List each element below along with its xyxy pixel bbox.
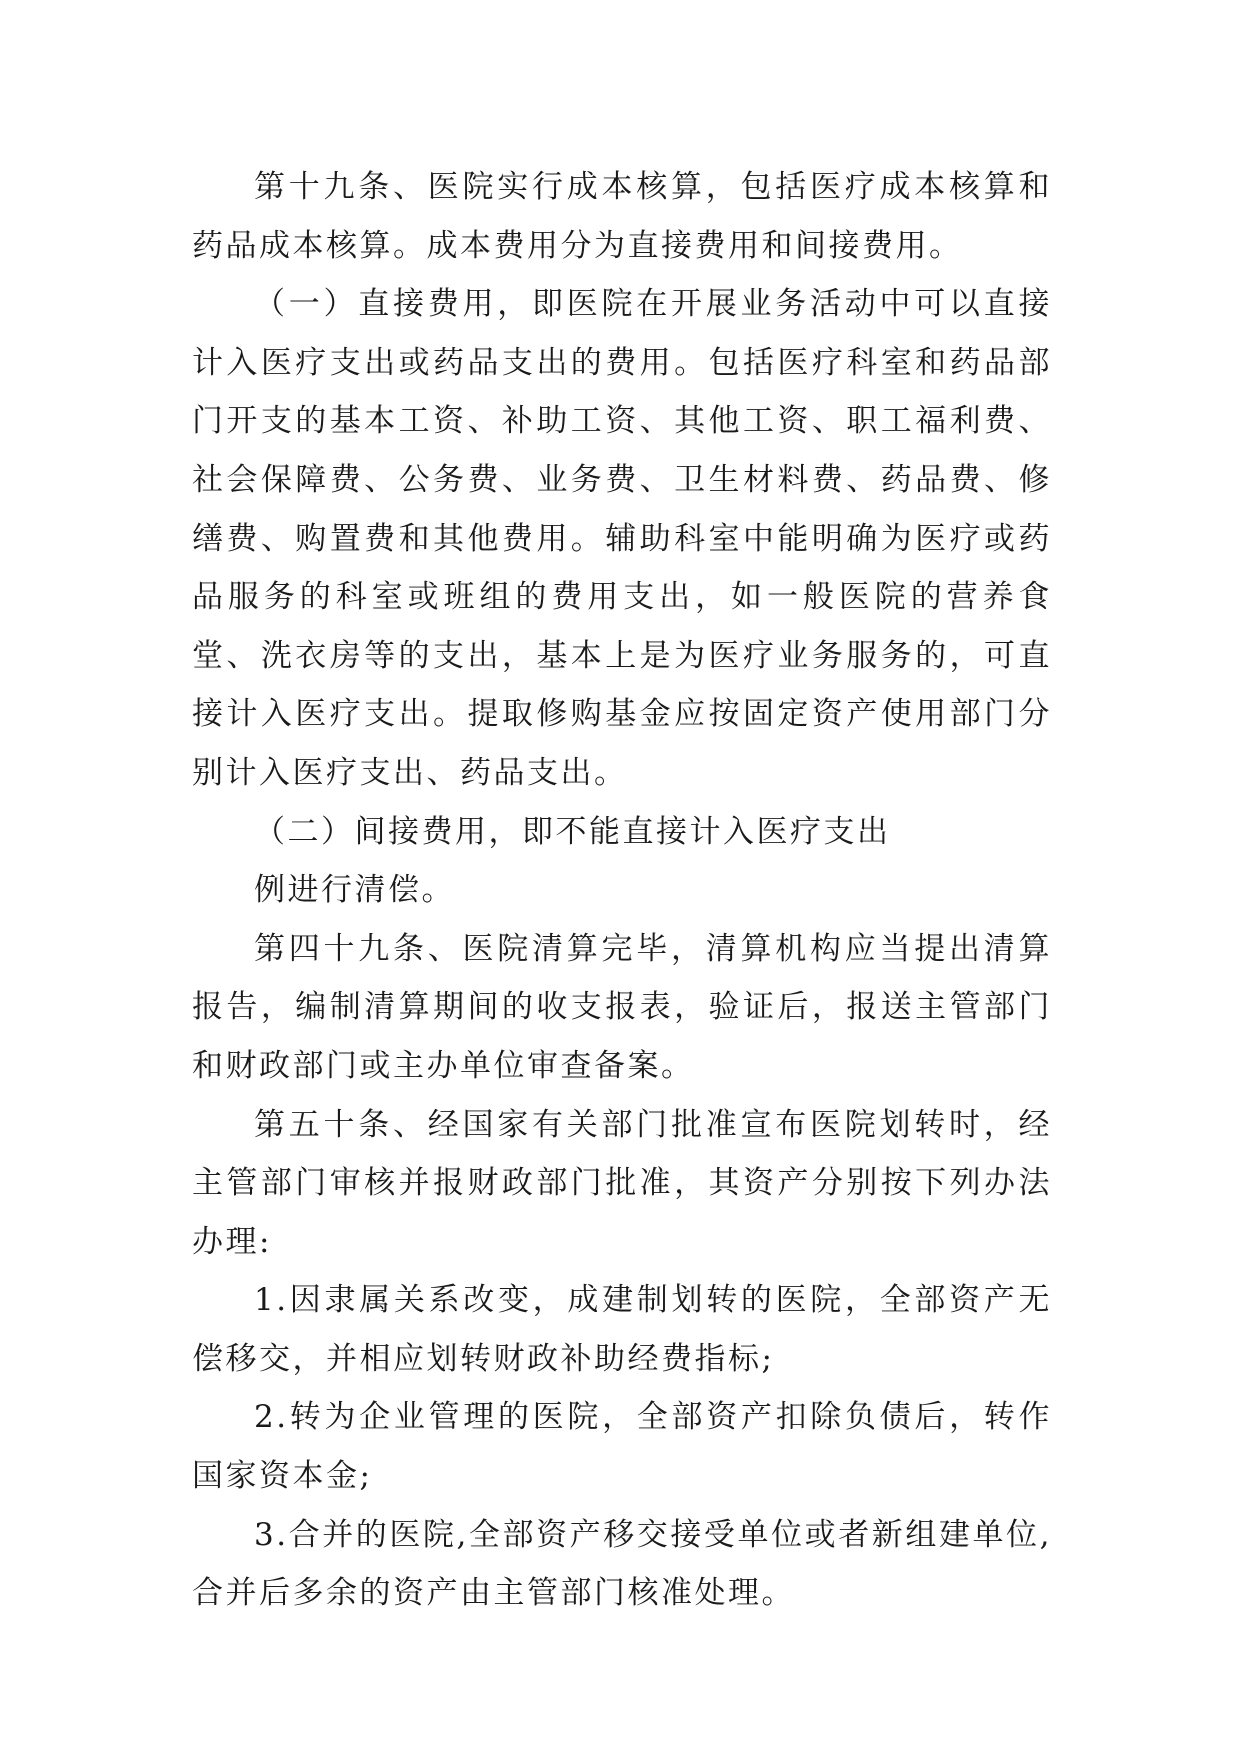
paragraph-direct-costs: （一）直接费用，即医院在开展业务活动中可以直接计入医疗支出或药品支出的费用。包括医疗科室和药品部门开支的基本工资、补助工资、其他工资、职工福利费、社会保障费、公务费、业务费、卫生材料费、药品费、修缮费、购置费和其他费用。辅助科室中能明确为医疗或药品服务的科室或班组的费用支出，如一般医院的营养食堂、洗衣房等的支出，基本上是为医疗业务服务的，可直接计入医疗支出。提取修购基金应按固定资产使用部门分别计入医疗支出、药品支出。 [192, 286, 1052, 791]
paragraph-article-49: 第四十九条、医院清算完毕，清算机构应当提出清算报告，编制清算期间的收支报表，验证后，报送主管部门和财政部门或主办单位审查备案。 [192, 930, 1052, 1084]
paragraph-repayment: 例进行清偿。 [254, 872, 455, 909]
paragraph-article-19: 第十九条、医院实行成本核算，包括医疗成本核算和药品成本核算。成本费用分为直接费用和间接费用。 [192, 169, 1052, 264]
list-item-1: 1.因隶属关系改变，成建制划转的医院，全部资产无偿移交，并相应划转财政补助经费指标; [192, 1282, 1052, 1377]
paragraph-indirect-costs: （二）间接费用，即不能直接计入医疗支出 [254, 813, 891, 850]
list-item-2: 2.转为企业管理的医院，全部资产扣除负债后，转作国家资本金; [192, 1399, 1052, 1495]
document-body [192, 158, 1052, 1623]
list-item-3: 3.合并的医院,全部资产移交接受单位或者新组建单位,合并后多余的资产由主管部门核准处理。 [192, 1516, 1052, 1612]
paragraph-article-50: 第五十条、经国家有关部门批准宣布医院划转时，经主管部门审核并报财政部门批准，其资产分别按下列办法办理: [192, 1106, 1052, 1260]
